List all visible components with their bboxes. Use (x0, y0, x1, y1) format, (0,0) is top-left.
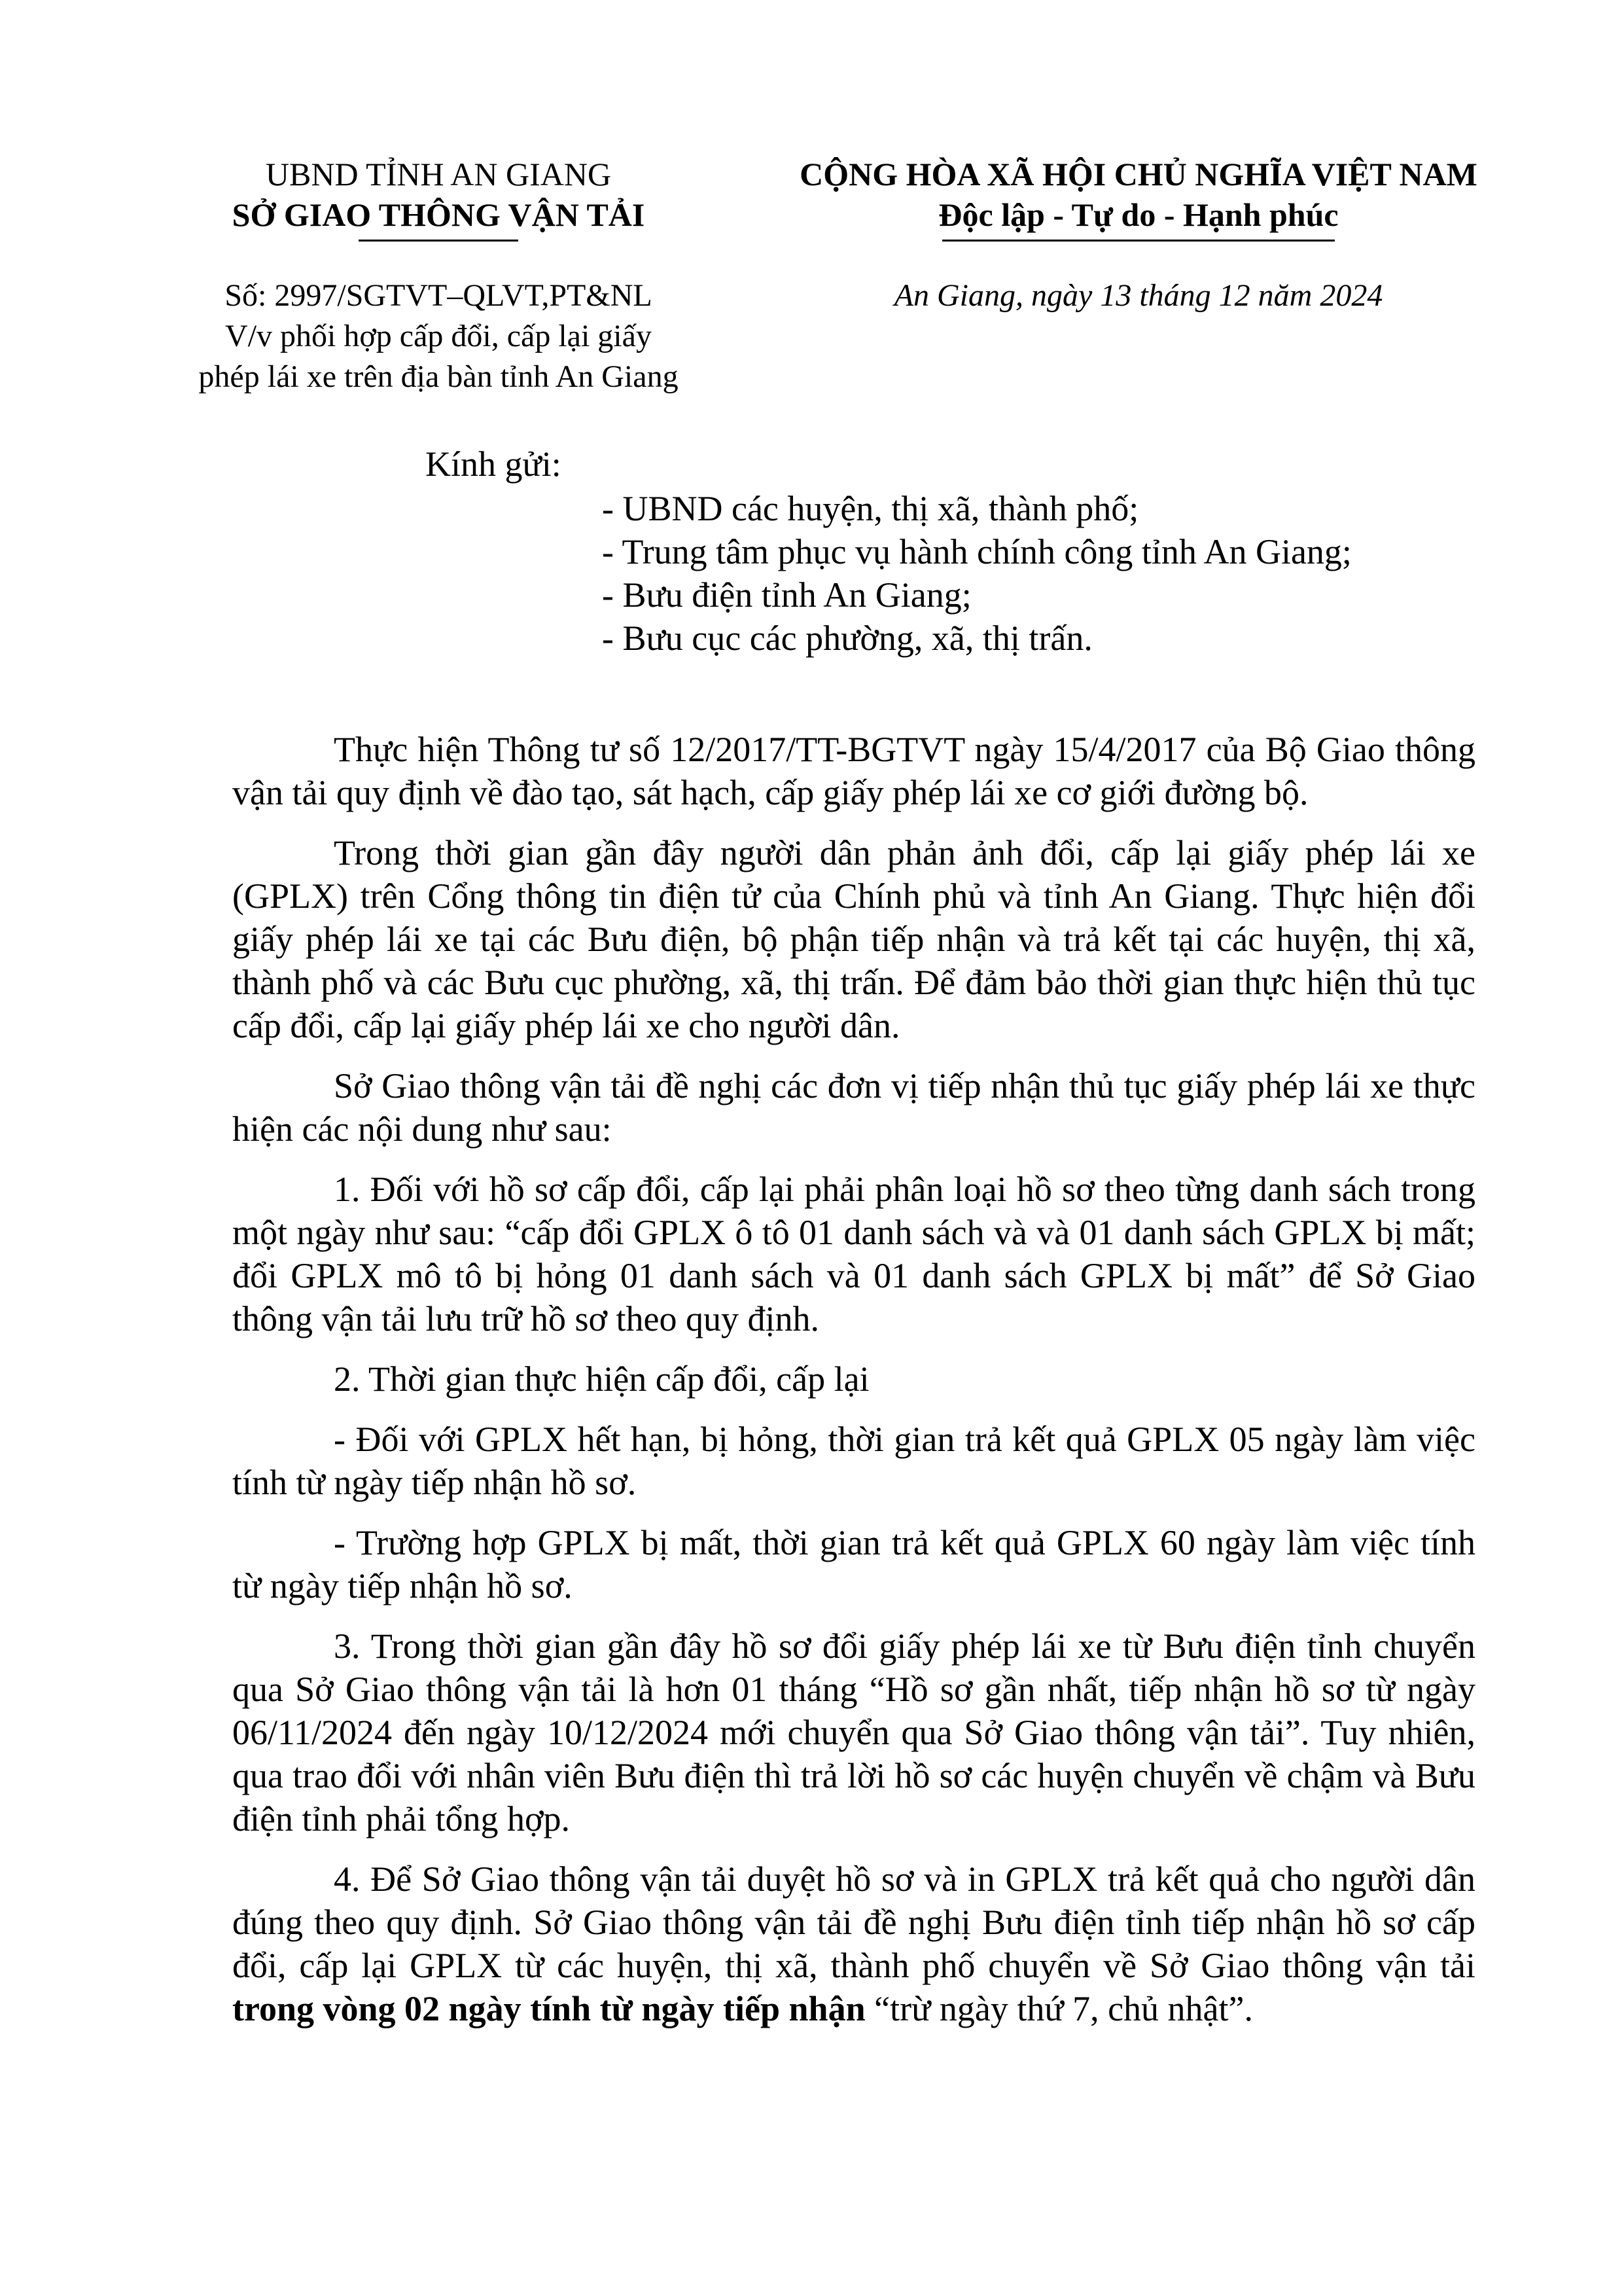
recipients-label: Kính gửi: (425, 444, 561, 484)
document-body (232, 728, 1475, 2047)
paragraph-item-4 (232, 1857, 1475, 2030)
recipient-item: - Trung tâm phục vụ hành chính công tỉnh An Giang; (602, 532, 1352, 571)
paragraph-item-2: 2. Thời gian thực hiện cấp đổi, cấp lại (334, 1359, 870, 1399)
paragraph-item-2-expired: - Đối với GPLX hết hạn, bị hỏng, thời gian trả kết quả GPLX 05 ngày làm việc tính từ ngày tiếp nhận hồ sơ. (232, 1420, 1475, 1502)
agency-underline (359, 240, 518, 242)
paragraph-request: Sở Giao thông vận tải đề nghị các đơn vị tiếp nhận thủ tục giấy phép lái xe thực hiện các nội dung như sau: (232, 1066, 1475, 1149)
national-motto: Độc lập - Tự do - Hạnh phúc (938, 196, 1339, 233)
motto-underline (942, 240, 1335, 242)
document-number: Số: 2997/SGTVT–QLVT,PT&NL (224, 278, 652, 313)
paragraph-item-2-lost: - Trường hợp GPLX bị mất, thời gian trả kết quả GPLX 60 ngày làm việc tính từ ngày tiếp nhận hồ sơ. (232, 1523, 1475, 1605)
paragraph-item-1: 1. Đối với hồ sơ cấp đổi, cấp lại phải phân loại hồ sơ theo từng danh sách trong một ngày như sau: “cấp đổi GPLX ô tô 01 danh sách và và 01 danh sách GPLX bị mất; đổi GPLX mô tô bị hỏng 01 danh sách và 01 danh sách GPLX bị mất” để Sở Giao thông vận tải lưu trữ hồ sơ theo quy định. (232, 1170, 1475, 1338)
item-4-text: 4. Để Sở Giao thông vận tải duyệt hồ sơ và in GPLX trả kết quả cho người dân đúng theo quy định. Sở Giao thông vận tải đề nghị Bưu điện tỉnh tiếp nhận hồ sơ cấp đổi, cấp lại GPLX từ các huyện, thị xã, thành phố chuyển về Sở Giao thông vận tải (232, 1859, 1475, 1985)
agency-name: SỞ GIAO THÔNG VẬN TẢI (232, 196, 645, 233)
item-4-emphasis: trong vòng 02 ngày tính từ ngày tiếp nhận (232, 1989, 866, 2028)
recipients-list (602, 487, 1352, 660)
subject-line-2: phép lái xe trên địa bàn tỉnh An Giang (198, 359, 679, 394)
subject-line-1: V/v phối hợp cấp đổi, cấp lại giấy (225, 319, 652, 353)
item-4-tail: “trừ ngày thứ 7, chủ nhật”. (865, 1989, 1253, 2028)
national-title: CỘNG HÒA XÃ HỘI CHỦ NGHĨA VIỆT NAM (800, 156, 1477, 192)
agency-parent: UBND TỈNH AN GIANG (265, 156, 612, 192)
paragraph-item-3: 3. Trong thời gian gần đây hồ sơ đổi giấy phép lái xe từ Bưu điện tỉnh chuyển qua Sở Giao thông vận tải là hơn 01 tháng “Hồ sơ gần nhất, tiếp nhận hồ sơ từ ngày 06/11/2024 đến ngày 10/12/2024 mới chuyển qua Sở Giao thông vận tải”. Tuy nhiên, qua trao đổi với nhân viên Bưu điện thì trả lời hồ sơ các huyện chuyển về chậm và Bưu điện tỉnh phải tổng hợp. (232, 1626, 1475, 1839)
paragraph-context: Trong thời gian gần đây người dân phản ảnh đổi, cấp lại giấy phép lái xe (GPLX) trên Cổng thông tin điện tử của Chính phủ và tỉnh An Giang. Thực hiện đổi giấy phép lái xe tại các Bưu điện, bộ phận tiếp nhận và trả kết tại các huyện, thị xã, thành phố và các Bưu cục phường, xã, thị trấn. Để đảm bảo thời gian thực hiện thủ tục cấp đổi, cấp lại giấy phép lái xe cho người dân. (232, 833, 1475, 1045)
paragraph-legal-basis: Thực hiện Thông tư số 12/2017/TT-BGTVT ngày 15/4/2017 của Bộ Giao thông vận tải quy định về đào tạo, sát hạch, cấp giấy phép lái xe cơ giới đường bộ. (232, 730, 1475, 812)
recipient-item: - Bưu điện tỉnh An Giang; (602, 575, 972, 615)
place-date: An Giang, ngày 13 tháng 12 năm 2024 (894, 278, 1383, 313)
recipient-item: - UBND các huyện, thị xã, thành phố; (602, 489, 1139, 528)
recipient-item: - Bưu cục các phường, xã, thị trấn. (602, 619, 1093, 658)
